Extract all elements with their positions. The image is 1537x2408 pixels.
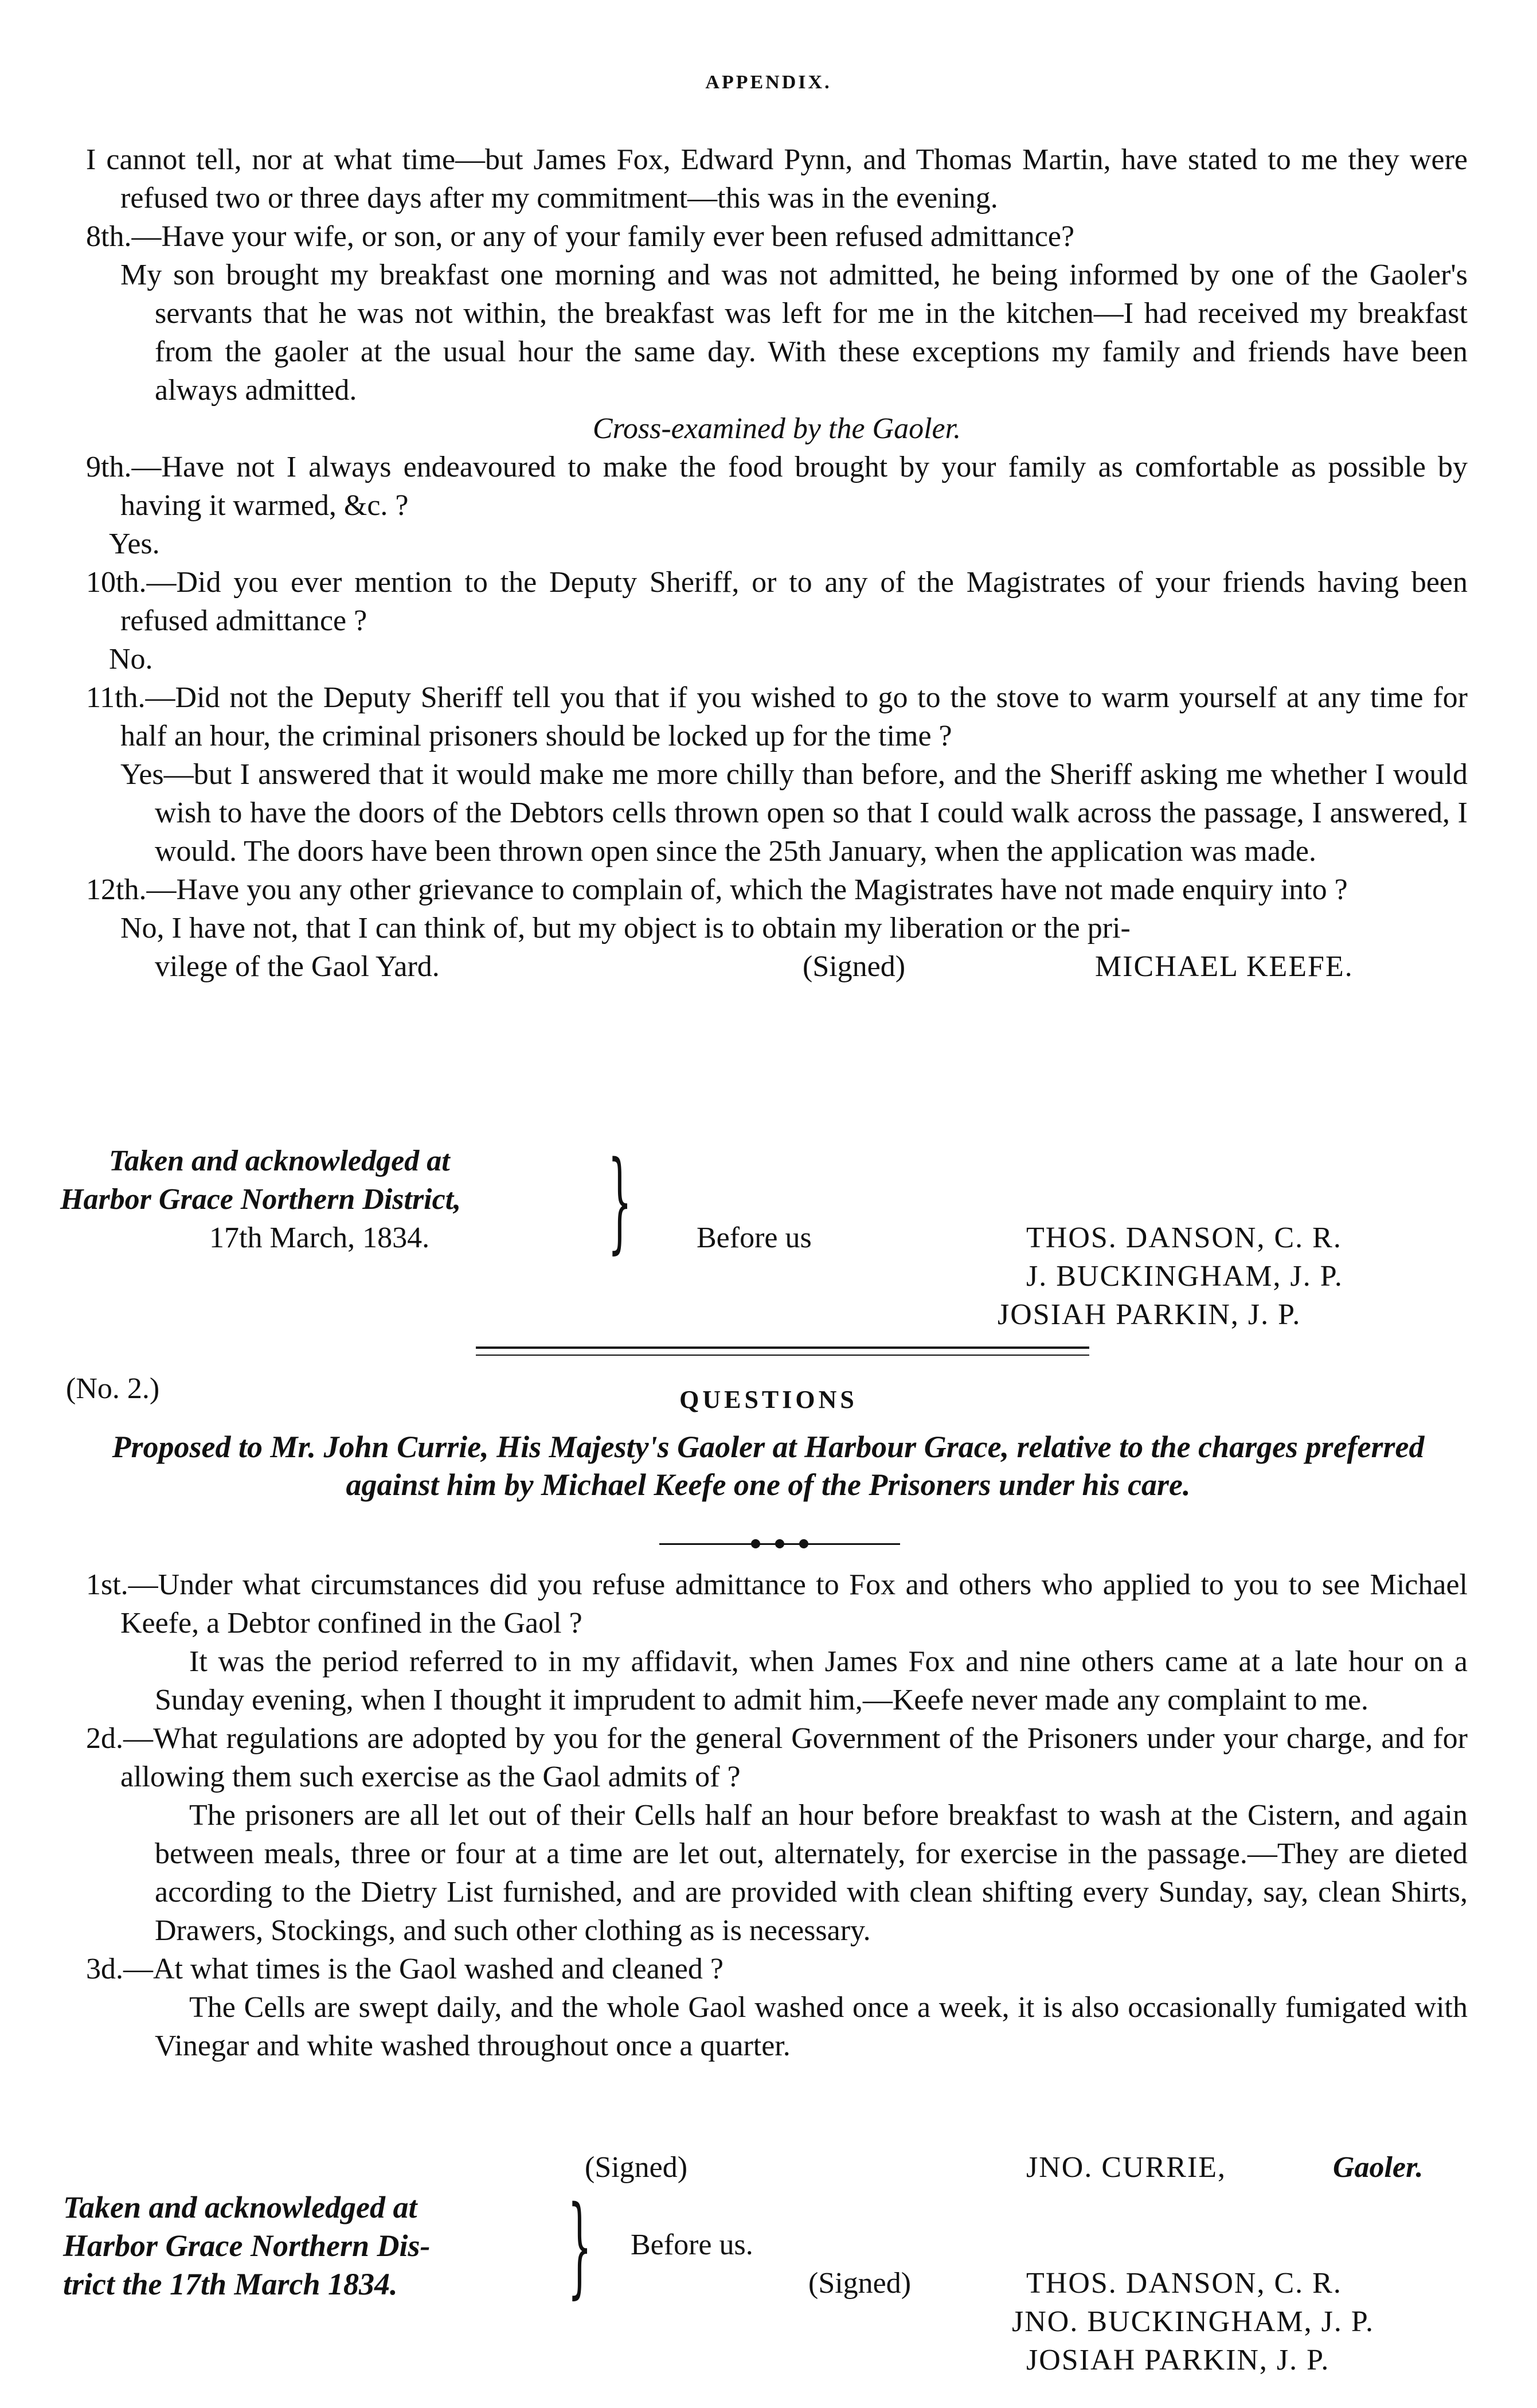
signed-label-3: (Signed)	[808, 2267, 912, 2300]
question-12: 12th.—Have you any other grievance to complain of, which the Magistrates have not made enquiry into ?	[86, 873, 1348, 906]
gaoler-question-2: 2d.—What regulations are adopted by you for the general Government of the Prisoners under your charge, and for allowing them such exercise as the Gaol admits of ?	[86, 1722, 1468, 1793]
taken-line-3: 17th March, 1834.	[209, 1221, 430, 1254]
questions-subtitle	[66, 1428, 1470, 1504]
signed-label-2: (Signed)	[585, 2151, 688, 2184]
gaoler-answer-3: The Cells are swept daily, and the whole Gaol washed once a week, it is also occasionally fumigated with Vinegar and white washed throughout once a quarter.	[155, 1991, 1468, 2062]
section-number: (No. 2.)	[66, 1372, 160, 1405]
question-8: 8th.—Have your wife, or son, or any of your family ever been refused admittance?	[86, 220, 1075, 253]
brace-icon: }	[608, 1138, 632, 1265]
answer-9: Yes.	[109, 528, 160, 560]
answer-11: Yes—but I answered that it would make me more chilly than before, and the Sheriff asking me whether I would wish to have the doors of the Debtors cells thrown open so that I could walk across the passage, I answered, I would. The doors have been thrown open since the 25th January, when the application was made.	[120, 758, 1468, 868]
answer-10: No.	[109, 643, 153, 676]
answer-12-line1: No, I have not, that I can think of, but my object is to obtain my liberation or the pri-	[120, 912, 1131, 945]
gaoler-answer-1: It was the period referred to in my affidavit, when James Fox and nine others came at a late hour on a Sunday evening, when I thought it imprudent to admit him,—Keefe never made any complaint to me.	[155, 1645, 1468, 1716]
taken-line-2: Harbor Grace Northern District,	[60, 1183, 462, 1216]
answer-12-row	[86, 947, 1468, 986]
before-us-label: Before us	[697, 1221, 812, 1254]
magistrate-2-2: JNO. BUCKINGHAM, J. P.	[1012, 2305, 1374, 2338]
answer-8: My son brought my breakfast one morning and was not admitted, he being informed by one of the Gaoler's servants that he was not within, the breakfast was left for me in the kitchen—I had received my breakfast from the gaoler at the usual hour the same day. With these exceptions my family and friends have been always admitted.	[120, 259, 1468, 407]
page-header: APPENDIX.	[705, 72, 832, 93]
question-10: 10th.—Did you ever mention to the Deputy Sheriff, or to any of the Magistrates of your friends having been refused admittance ?	[86, 566, 1468, 637]
answer-continued: I cannot tell, nor at what time—but James Fox, Edward Pynn, and Thomas Martin, have stated to me they were refused two or three days after my commitment—this was in the evening.	[86, 143, 1468, 214]
gaoler-questions	[86, 1566, 1468, 2065]
questions-title: QUESTIONS	[679, 1386, 858, 1414]
cross-examined-heading: Cross-examined by the Gaoler.	[592, 412, 961, 445]
gaoler-role: Gaoler.	[1333, 2151, 1423, 2184]
magistrate-2-1: THOS. DANSON, C. R.	[1026, 2267, 1342, 2300]
signed-label: (Signed)	[803, 950, 906, 983]
gaoler-question-3: 3d.—At what times is the Gaol washed and cleaned ?	[86, 1953, 723, 1985]
brace-icon-2: }	[568, 2183, 592, 2309]
deposition-block	[86, 141, 1468, 986]
magistrate-3: JOSIAH PARKIN, J. P.	[998, 1298, 1301, 1331]
gaoler-question-1: 1st.—Under what circumstances did you refuse admittance to Fox and others who applied to you to see Michael Keefe, a Debtor confined in the Gaol ?	[86, 1568, 1468, 1640]
question-9: 9th.—Have not I always endeavoured to make the food brought by your family as comfortable as possible by having it warmed, &c. ?	[86, 451, 1468, 522]
signature-keefe: MICHAEL KEEFE.	[1095, 950, 1354, 983]
taken-line-1: Taken and acknowledged at	[109, 1145, 450, 1177]
ornament-divider	[659, 1538, 900, 1550]
answer-12-line2: vilege of the Gaol Yard.	[155, 950, 440, 983]
taken-line-2-1: Taken and acknowledged at	[63, 2190, 417, 2224]
magistrate-2-3: JOSIAH PARKIN, J. P.	[1026, 2344, 1330, 2376]
section-divider	[476, 1347, 1089, 1356]
signature-currie: JNO. CURRIE,	[1026, 2151, 1227, 2184]
taken-line-2-2: Harbor Grace Northern Dis-	[63, 2229, 431, 2263]
question-11: 11th.—Did not the Deputy Sheriff tell you that if you wished to go to the stove to warm yourself at any time for half an hour, the criminal prisoners should be locked up for the time ?	[86, 681, 1468, 752]
before-us-label-2: Before us.	[631, 2229, 753, 2261]
taken-line-2-3: trict the 17th March 1834.	[63, 2267, 398, 2301]
magistrate-1: THOS. DANSON, C. R.	[1026, 1221, 1342, 1254]
gaoler-answer-2: The prisoners are all let out of their Cells half an hour before breakfast to wash at the Cistern, and again between meals, three or four at a time are let out, alternately, for exercise in the passage.—They are dieted according to the Dietry List furnished, and are provided with clean shifting every Sunday, say, clean Shirts, Drawers, Stockings, and such other clothing as is necessary.	[155, 1799, 1468, 1947]
magistrate-2: J. BUCKINGHAM, J. P.	[1026, 1260, 1343, 1293]
subtitle-text: Proposed to Mr. John Currie, His Majesty's Gaoler at Harbour Grace, relative to the charges preferred against him by Michael Keefe one of the Prisoners under his care.	[112, 1430, 1425, 1502]
